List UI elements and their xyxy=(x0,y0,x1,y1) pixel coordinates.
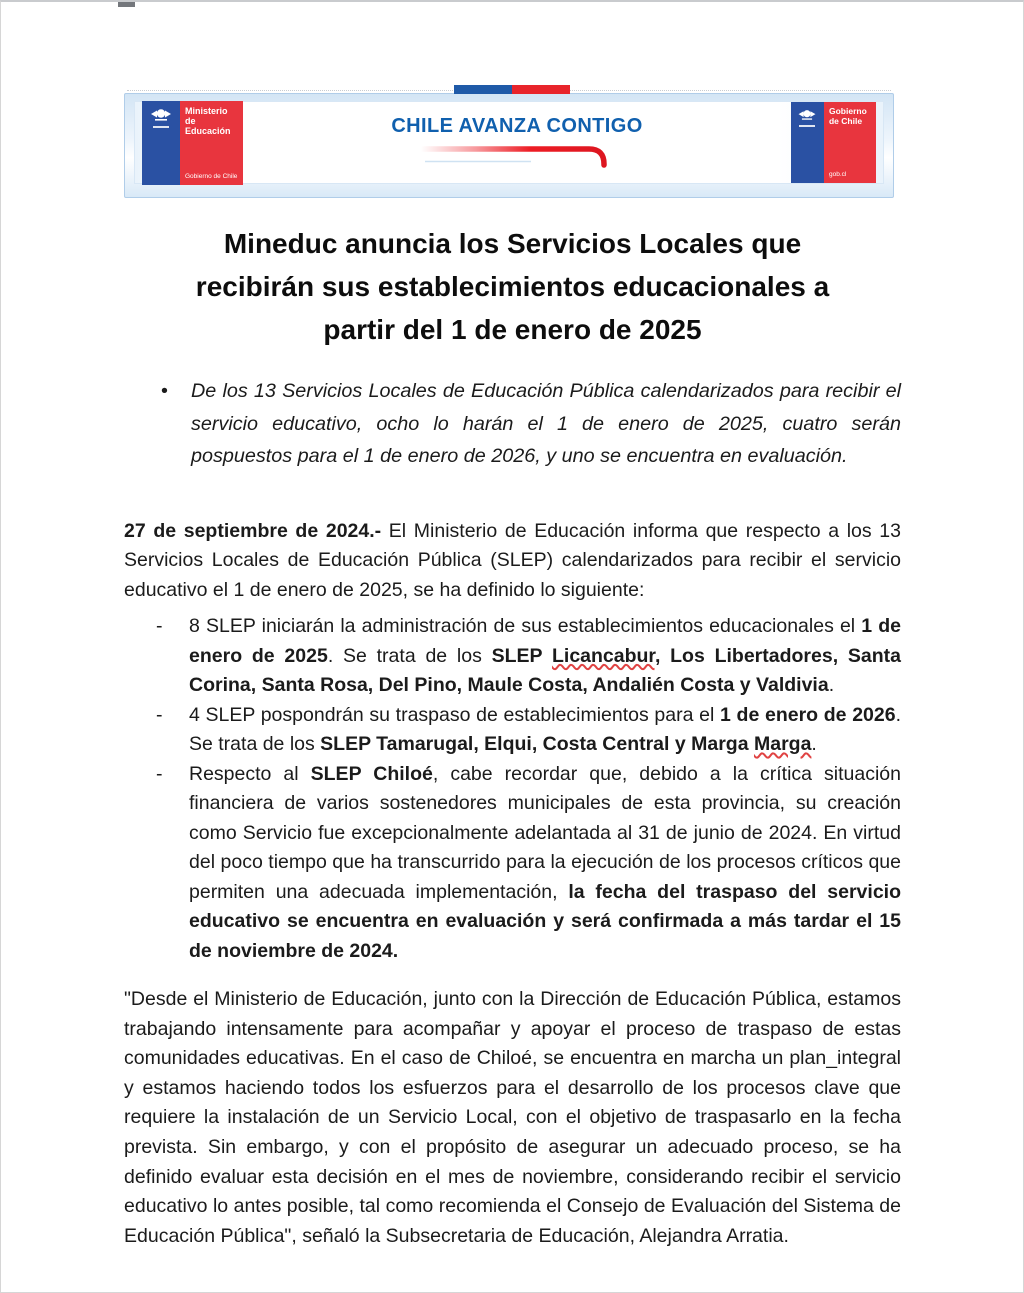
logo-caption-line xyxy=(799,125,815,127)
mineduc-logo-title: Ministerio de Educación xyxy=(185,105,231,136)
intro-text: El Ministerio de Educación informa que respecto a los 13 Servicios Locales de Educación Pública (SLEP) calendarizados para recibir el servicio educativo el 1 de enero de 2025, se ha definido lo siguiente: xyxy=(124,519,901,601)
bullet-marker: • xyxy=(161,380,168,402)
closing-quote-paragraph: "Desde el Ministerio de Educación, junto con la Dirección de Educación Pública, estamos trabajando intensamente para acompañar y apoyar el proceso de traspaso de estas comunidades educativas. En el caso de Chiloé, se encuentra en marcha un plan_integral y estamos haciendo todos los esfuerzos para el desarrollo de los procesos clave que requiere la instalación de un Servicio Local, con el objetivo de traspasarlo en la fecha prevista. Sin embargo, y con el propósito de asegurar un adecuado proceso, se ha definido evaluar esta decisión en el mes de noviembre, considerando recibir el servicio educativo lo antes posible, tal como recomienda el Consejo de Evaluación del Sistema de Educación Pública", señaló la Subsecretaria de Educación, Alejandra Arratia. xyxy=(124,988,901,1247)
gobierno-logo-footer: gob.cl xyxy=(828,171,847,178)
banner-center xyxy=(391,115,642,173)
list-item xyxy=(124,760,901,967)
slep-list xyxy=(124,612,901,966)
list-item-text: 4 SLEP pospondrán su traspaso de establecimientos para el 1 de enero de 2026. Se trata de los SLEP Tamarugal, Elqui, Costa Central y Marga Marga. xyxy=(189,703,901,755)
swoosh-graphic xyxy=(411,143,623,173)
mineduc-logo-blue-column xyxy=(142,101,180,185)
list-item-text: Respecto al SLEP Chiloé, cabe recordar que, debido a la crítica situación financiera de varios sostenedores municipales de esta provincia, su creación como Servicio fue excepcionalmente adelantada al 31 de junio de 2024. En virtud del poco tiempo que ha transcurrido para la ejecución de los procesos críticos que permiten una adecuada implementación, la fecha del traspaso del servicio educativo se encuentra en evaluación y será confirmada a más tardar el 15 de noviembre de 2024. xyxy=(189,762,901,962)
top-edge-mark xyxy=(118,2,135,7)
logo-caption-line xyxy=(153,126,169,128)
dash-marker: - xyxy=(156,762,163,785)
accent-bar-red-segment xyxy=(512,85,570,94)
list-item xyxy=(124,612,901,701)
gobierno-logo-blue-column xyxy=(791,102,824,183)
lead-text: De los 13 Servicios Locales de Educación Pública calendarizados para recibir el servicio educativo, ocho lo harán el 1 de enero de 2025, cuatro serán pospuestos para el 1 de enero de 2026, y uno se encuentra en evaluación. xyxy=(191,380,901,467)
mineduc-logo-red-column xyxy=(180,101,243,185)
title-line: partir del 1 de enero de 2025 xyxy=(323,314,702,345)
intro-paragraph xyxy=(124,517,901,606)
page-title xyxy=(124,222,901,351)
lead-bullet-paragraph xyxy=(124,375,901,473)
mineduc-logo-footer: Gobierno de Chile xyxy=(185,172,238,180)
dash-marker: - xyxy=(156,703,163,726)
gobierno-logo-red-column xyxy=(824,102,876,183)
header-banner xyxy=(124,93,894,198)
gobierno-de-chile-logo xyxy=(791,102,876,183)
list-item xyxy=(124,701,901,760)
accent-bar-blue-segment xyxy=(454,85,512,94)
banner-accent-bar xyxy=(454,85,570,94)
chile-coat-of-arms-icon xyxy=(796,108,818,122)
mineduc-logo xyxy=(142,101,243,185)
banner-slogan: CHILE AVANZA CONTIGO xyxy=(391,114,643,137)
banner-inner-panel xyxy=(134,101,884,184)
dateline: 27 de septiembre de 2024.- xyxy=(124,519,382,542)
list-item-text: 8 SLEP iniciarán la administración de sus establecimientos educacionales el 1 de enero de 2025. Se trata de los SLEP Licancabur, Los Libertadores, Santa Corina, Santa Rosa, Del Pino, Maule Costa, Andalién Costa y Valdivia. xyxy=(189,615,901,696)
chile-coat-of-arms-icon xyxy=(148,107,174,123)
gobierno-logo-title: Gobierno de Chile xyxy=(828,106,867,126)
spellcheck-underlined-word: Licancabur, xyxy=(551,644,661,667)
spellcheck-underlined-word: Marga xyxy=(753,733,812,755)
title-line: recibirán sus establecimientos educacionales a xyxy=(195,271,830,302)
dash-marker: - xyxy=(156,615,163,637)
title-line: Mineduc anuncia los Servicios Locales que xyxy=(223,228,802,259)
